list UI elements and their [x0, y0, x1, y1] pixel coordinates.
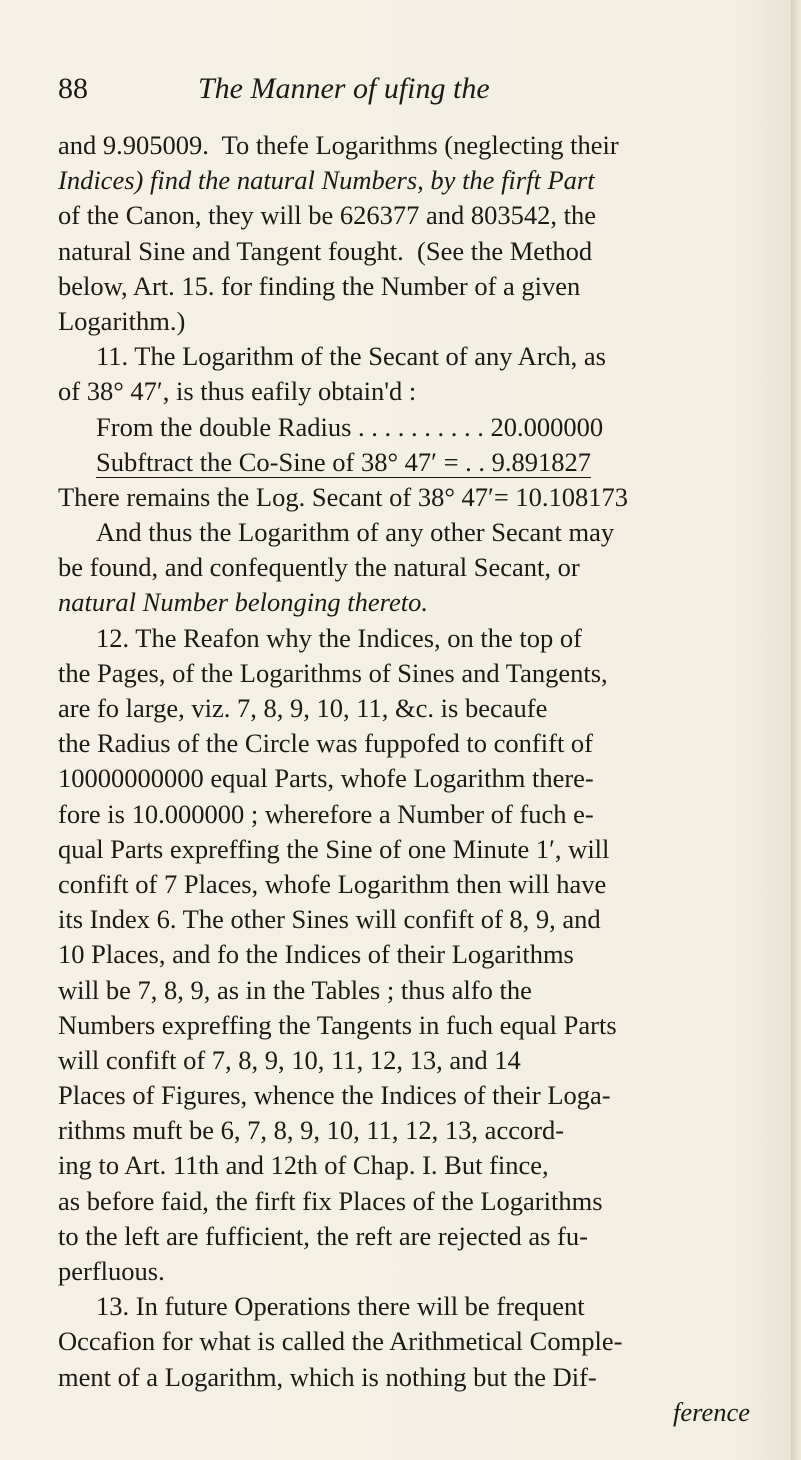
section-12-start: 12. The Reafon why the Indices, on the top of — [96, 622, 582, 653]
text-line — [58, 163, 780, 198]
text-line: of 38° 47′, is thus eafily obtain'd : — [58, 376, 417, 407]
text-line-content: natural Number belonging thereto. — [58, 587, 428, 618]
page-body — [58, 128, 780, 1430]
text-line: will be 7, 8, 9, as in the Tables ; thus alfo the — [58, 974, 532, 1005]
text-line: rithms muft be 6, 7, 8, 9, 10, 11, 12, 13, accord- — [58, 1115, 565, 1146]
text-line: natural Sine and Tangent fought. (See the Method — [58, 235, 593, 266]
text-line: below, Art. 15. for finding the Number of a given — [58, 270, 581, 301]
text-line-content: Indices) find the natural Numbers, by the firft Part — [58, 165, 595, 196]
text-line: Logarithm.) — [58, 305, 186, 336]
text-line: to the left are fufficient, the reft are rejected as fu- — [58, 1220, 588, 1251]
section-13-start: 13. In future Operations there will be frequent — [96, 1291, 585, 1322]
page-number: 88 — [58, 72, 88, 105]
text-line: are fo large, viz. 7, 8, 9, 10, 11, &c. is becaufe — [58, 693, 548, 723]
text-line: Places of Figures, whence the Indices of their Loga- — [58, 1080, 611, 1111]
text-line: confift of 7 Places, whofe Logarithm then will have — [58, 868, 607, 899]
catchword-text: ference — [673, 1396, 750, 1427]
catchword — [58, 1395, 780, 1430]
text-line: And thus the Logarithm of any other Secant may — [96, 517, 615, 548]
text-line: the Pages, of the Logarithms of Sines and Tangents, — [58, 657, 608, 688]
page-edge-shadow — [791, 0, 801, 1460]
text-line: fore is 10.000000 ; wherefore a Number of fuch e- — [58, 798, 594, 829]
text-line — [58, 585, 780, 620]
text-line: perfluous. — [58, 1256, 165, 1286]
text-line: will confift of 7, 8, 9, 10, 11, 12, 13, and 14 — [58, 1044, 521, 1075]
text-line: Numbers expreffing the Tangents in fuch equal Parts — [58, 1009, 617, 1040]
text-line: ing to Art. 11th and 12th of Chap. I. But fince, — [58, 1150, 549, 1181]
calc-result: There remains the Log. Secant of 38° 47′= 10.108173 — [58, 481, 629, 512]
text-line: qual Parts expreffing the Sine of one Minute 1′, will — [58, 833, 610, 864]
text-line: Occafion for what is called the Arithmetical Comple- — [58, 1326, 623, 1357]
text-line: its Index 6. The other Sines will confift of 8, 9, and — [58, 904, 601, 935]
calc-cosine — [58, 445, 780, 480]
text-line: 10 Places, and fo the Indices of their Logarithms — [58, 939, 574, 970]
text-line: as before faid, the firft fix Places of the Logarithms — [58, 1185, 603, 1216]
text-line: be found, and confequently the natural Secant, or — [58, 552, 580, 583]
calc-cosine-underlined: Subftract the Co-Sine of 38° 47′ = . . 9.891827 — [96, 446, 592, 477]
calc-double-radius: From the double Radius . . . . . . . . . . 20.000000 — [96, 411, 604, 442]
text-line: ment of a Logarithm, which is nothing but the Dif- — [58, 1361, 597, 1392]
text-line: of the Canon, they will be 626377 and 803542, the — [58, 200, 597, 231]
running-title: The Manner of ufing the — [198, 72, 490, 105]
text-line: the Radius of the Circle was fuppofed to confift of — [58, 728, 594, 759]
section-11-start: 11. The Logarithm of the Secant of any Arch, as — [96, 341, 606, 372]
text-line: 10000000000 equal Parts, whofe Logarithm there- — [58, 763, 594, 794]
text-line: and 9.905009. To thefe Logarithms (neglecting their — [58, 130, 619, 160]
page-header — [58, 72, 748, 112]
